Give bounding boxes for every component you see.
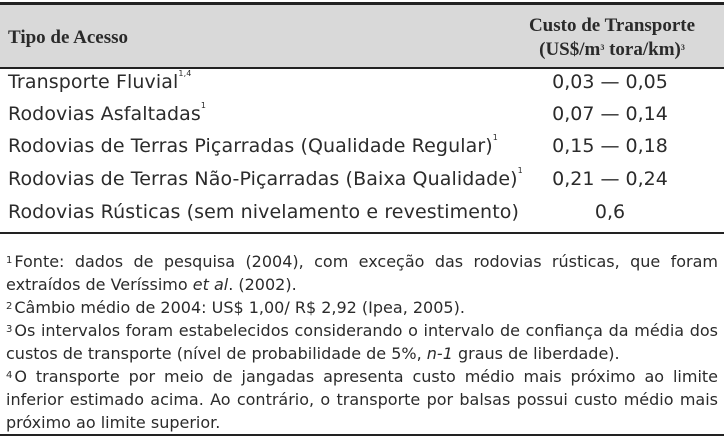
footnote — [6, 319, 718, 365]
row-name-text: Transporte Fluvial — [8, 71, 179, 93]
row-name-sup: 1 — [200, 101, 207, 110]
footnote — [6, 250, 718, 296]
header-transport-cost — [508, 14, 716, 62]
header-unit-a: (US$/m — [539, 39, 601, 60]
row-access-type — [8, 201, 519, 223]
row-cost-range: 0,6 — [594, 201, 626, 223]
row-cost-range: 0,15 — 0,18 — [552, 135, 668, 157]
footnote-number: 3 — [6, 324, 13, 335]
row-access-type — [8, 103, 206, 125]
row-cost-range: 0,03 — 0,05 — [552, 71, 668, 93]
row-access-type — [8, 168, 523, 190]
footnote — [6, 296, 718, 319]
footnote-italic: et al — [192, 275, 229, 294]
table-bottom-rule — [0, 232, 724, 234]
table-row — [0, 164, 724, 197]
header-cost-line2 — [508, 38, 716, 62]
header-cost-line1: Custo de Transporte — [528, 15, 696, 36]
footnote-text-end: graus de liberdade). — [452, 344, 620, 363]
footnote-number: 1 — [6, 255, 13, 266]
row-name-text: Rodovias Rústicas (sem nivelamento e revestimento) — [8, 201, 519, 223]
header-unit-sup2: 3 — [680, 43, 685, 52]
footnote-text: Fonte: dados de pesquisa (2004), com exceção das rodovias rústicas, que foram extraídos de Veríssimo — [6, 252, 718, 294]
footnotes — [6, 250, 718, 434]
footnote-number: 2 — [6, 301, 13, 312]
header-unit-b: tora/km) — [604, 39, 681, 60]
footnote-text-end: . (2002). — [228, 275, 297, 294]
header-access-type: Tipo de Acesso — [8, 27, 129, 48]
footnote-text: O transporte por meio de jangadas apresenta custo médio mais próximo ao limite inferior estimado acima. Ao contrário, o transporte por balsas possui custo médio mais próximo ao limite superior. — [6, 367, 718, 432]
row-cost-range: 0,21 — 0,24 — [552, 168, 668, 190]
row-access-type — [8, 135, 498, 157]
row-access-type — [8, 71, 191, 93]
table-row — [0, 99, 724, 132]
table-row — [0, 67, 724, 100]
table-header — [0, 5, 724, 67]
row-name-text: Rodovias de Terras Não-Piçarradas (Baixa Qualidade) — [8, 168, 518, 190]
row-name-text: Rodovias de Terras Piçarradas (Qualidade Regular) — [8, 135, 493, 157]
notes-bottom-rule — [0, 434, 724, 436]
row-name-text: Rodovias Asfaltadas — [8, 103, 201, 125]
row-name-sup: 1 — [492, 133, 498, 142]
footnote — [6, 365, 718, 434]
row-name-sup: 1 — [517, 166, 523, 175]
footnote-number: 4 — [6, 370, 13, 381]
row-name-sup: 1,4 — [178, 69, 192, 78]
header-unit-sup: 3 — [600, 43, 605, 52]
footnote-text: Os intervalos foram estabelecidos considerando o intervalo de confiança da média dos custos de transporte (nível de probabilidade de 5%, — [6, 321, 718, 363]
footnote-italic: n-1 — [426, 344, 453, 363]
table-row — [0, 131, 724, 164]
table-row — [0, 197, 724, 230]
row-cost-range: 0,07 — 0,14 — [552, 103, 668, 125]
footnote-text: Câmbio médio de 2004: US$ 1,00/ R$ 2,92 (Ipea, 2005). — [14, 298, 465, 317]
